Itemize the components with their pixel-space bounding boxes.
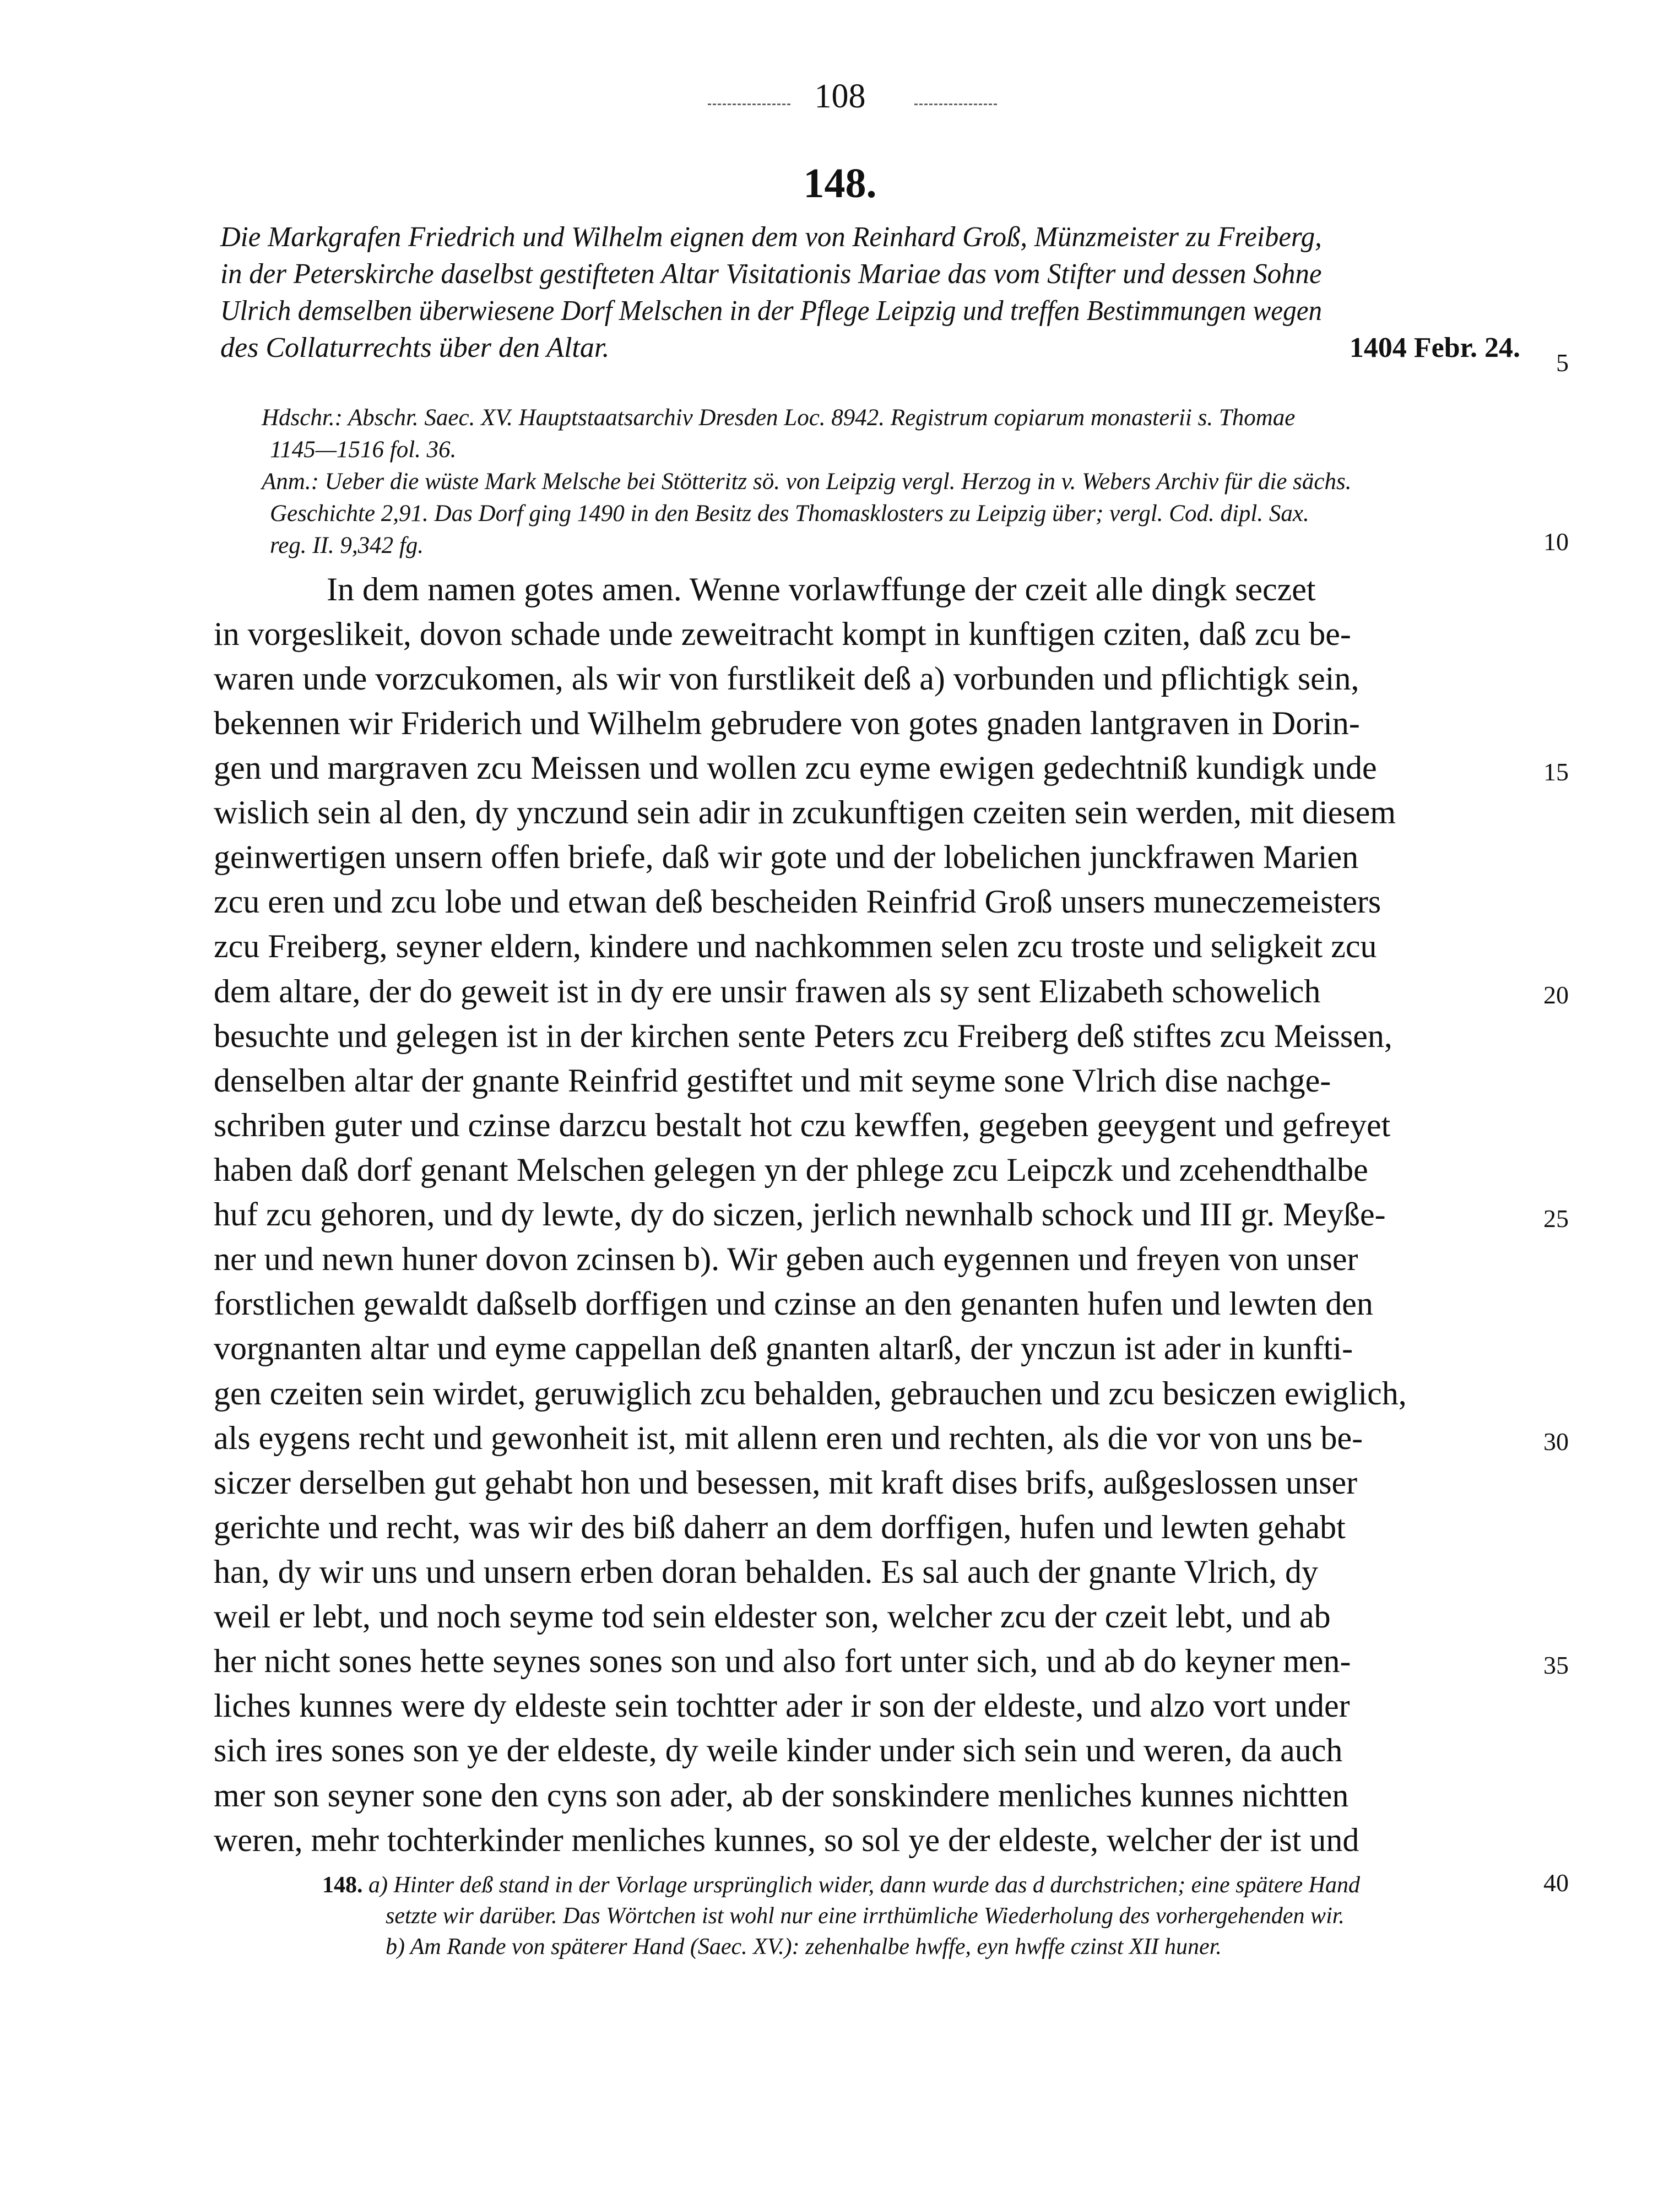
source-line: Hdschr.: Abschr. Saec. XV. Hauptstaatsarchiv Dresden Loc. 8942. Registrum copiarum monasterii s. Thomae <box>262 405 1296 431</box>
body-line: forstlichen gewaldt daßselb dorffigen und czinse an den genanten hufen und lewten den <box>214 1285 1373 1322</box>
source-line: Anm.: Ueber die wüste Mark Melsche bei Stötteritz sö. von Leipzig vergl. Herzog in v. Webers Archiv für die sächs. <box>262 469 1352 495</box>
body-line: gerichte und recht, was wir des biß daherr an dem dorffigen, hufen und lewten gehabt <box>214 1509 1346 1545</box>
source-line: reg. II. 9,342 fg. <box>270 533 424 558</box>
margin-line-number: 20 <box>1543 981 1569 1009</box>
body-line: weil er lebt, und noch seyme tod sein eldester son, welcher zcu der czeit lebt, und ab <box>214 1598 1331 1635</box>
regest-line: in der Peterskirche daselbst gestifteten Altar Visitationis Mariae das vom Stifter und dessen Sohne <box>220 258 1322 290</box>
running-header <box>0 77 1680 127</box>
body-line: han, dy wir uns und unsern erben doran behalden. Es sal auch der gnante Vlrich, dy <box>214 1554 1318 1590</box>
footnote-a: a) Hinter deß stand in der Vorlage ursprünglich wider, dann wurde das d durchstrichen; eine spätere Hand <box>368 1873 1361 1898</box>
body-line: waren unde vorzcukomen, als wir von furstlikeit deß a) vorbunden und pflichtigk sein, <box>214 660 1359 697</box>
body-line: haben daß dorf genant Melschen gelegen yn der phlege zcu Leipczk und zcehendthalbe <box>214 1152 1368 1188</box>
body-line: mer son seyner sone den cyns son ader, ab der sonskindere menliches kunnes nichtten <box>214 1777 1349 1814</box>
page-number: 108 <box>814 78 866 115</box>
margin-line-number: 15 <box>1543 758 1569 786</box>
document-number: 148. <box>803 160 877 207</box>
body-line: liches kunnes were dy eldeste sein tochtter ader ir son der eldeste, und alzo vort under <box>214 1687 1350 1724</box>
margin-line-number: 10 <box>1543 528 1569 556</box>
body-line: weren, mehr tochterkinder menliches kunnes, so sol ye der eldeste, welcher der ist und <box>214 1822 1359 1858</box>
body-line: in vorgeslikeit, dovon schade unde zeweitracht kompt in kunftigen cziten, daß zcu be- <box>214 616 1351 652</box>
body-line: geinwertigen unsern offen briefe, daß wir gote und der lobelichen junckfrawen Marien <box>214 839 1359 875</box>
regest-line: Die Markgrafen Friedrich und Wilhelm eignen dem von Reinhard Groß, Münzmeister zu Freiberg, <box>220 221 1322 253</box>
footnote-label: 148. <box>322 1873 363 1898</box>
margin-line-number: 40 <box>1543 1869 1569 1897</box>
margin-line-number: 25 <box>1543 1204 1569 1233</box>
body-line: huf zcu gehoren, und dy lewte, dy do siczen, jerlich newnhalb schock und III gr. Meyße- <box>214 1196 1386 1233</box>
body-line: zcu Freiberg, seyner eldern, kindere und nachkommen selen zcu troste und seligkeit zcu <box>214 928 1377 964</box>
body-line: vorgnanten altar und eyme cappellan deß gnanten altarß, der ynczun ist ader in kunfti- <box>214 1330 1353 1366</box>
source-line: 1145—1516 fol. 36. <box>270 437 457 463</box>
body-line: schriben guter und czinse darzcu bestalt hot czu kewffen, gegeben geeygent und gefreyet <box>214 1107 1391 1143</box>
regest-line: Ulrich demselben überwiesene Dorf Melschen in der Pflege Leipzig und treffen Bestimmungen wegen <box>220 295 1323 327</box>
margin-line-number: 30 <box>1543 1428 1569 1456</box>
footnote-a-continued: setzte wir darüber. Das Wörtchen ist wohl nur eine irrthümliche Wiederholung des vorhergehenden wir. <box>386 1903 1345 1929</box>
body-line: her nicht sones hette seynes sones son und also fort unter sich, und ab do keyner men- <box>214 1643 1351 1679</box>
footnote-b: b) Am Rande von späterer Hand (Saec. XV.): zehenhalbe hwffe, eyn hwffe czinst XII huner. <box>386 1934 1222 1960</box>
margin-line-number: 5 <box>1556 349 1569 377</box>
regest-line: des Collaturrechts über den Altar. <box>220 332 610 363</box>
body-line: zcu eren und zcu lobe und etwan deß bescheiden Reinfrid Groß unsers muneczemeisters <box>214 883 1381 920</box>
body-line: In dem namen gotes amen. Wenne vorlawffunge der czeit alle dingk seczet <box>327 571 1316 607</box>
regest-date: 1404 Febr. 24. <box>1349 332 1520 363</box>
body-line: bekennen wir Friderich und Wilhelm gebrudere von gotes gnaden lantgraven in Dorin- <box>214 705 1360 741</box>
body-line: denselben altar der gnante Reinfrid gestiftet und mit seyme sone Vlrich dise nachge- <box>214 1062 1331 1099</box>
body-line: siczer derselben gut gehabt hon und besessen, mit kraft dises brifs, außgeslossen unser <box>214 1464 1358 1501</box>
body-line: gen czeiten sein wirdet, geruwiglich zcu behalden, gebrauchen und zcu besiczen ewiglich, <box>214 1375 1407 1412</box>
body-line: sich ires sones son ye der eldeste, dy weile kinder under sich sein und weren, da auch <box>214 1732 1343 1768</box>
header-rule-right <box>914 104 997 105</box>
body-line: besuchte und gelegen ist in der kirchen sente Peters zcu Freiberg deß stiftes zcu Meissen, <box>214 1018 1392 1054</box>
body-line: dem altare, der do geweit ist in dy ere unsir frawen als sy sent Elizabeth schowelich <box>214 973 1321 1009</box>
body-line: ner und newn huner dovon zcinsen b). Wir geben auch eygennen und freyen von unser <box>214 1241 1358 1277</box>
margin-line-number: 35 <box>1543 1651 1569 1679</box>
body-line: wislich sein al den, dy ynczund sein adir in zcukunftigen czeiten sein werden, mit diesem <box>214 794 1396 831</box>
body-line: als eygens recht und gewonheit ist, mit allenn eren und rechten, als die vor von uns be- <box>214 1420 1363 1456</box>
source-line: Geschichte 2,91. Das Dorf ging 1490 in den Besitz des Thomasklosters zu Leipzig über; vergl. Cod. dipl. Sax. <box>270 501 1309 527</box>
body-line: gen und margraven zcu Meissen und wollen zcu eyme ewigen gedechtniß kundigk unde <box>214 750 1377 786</box>
